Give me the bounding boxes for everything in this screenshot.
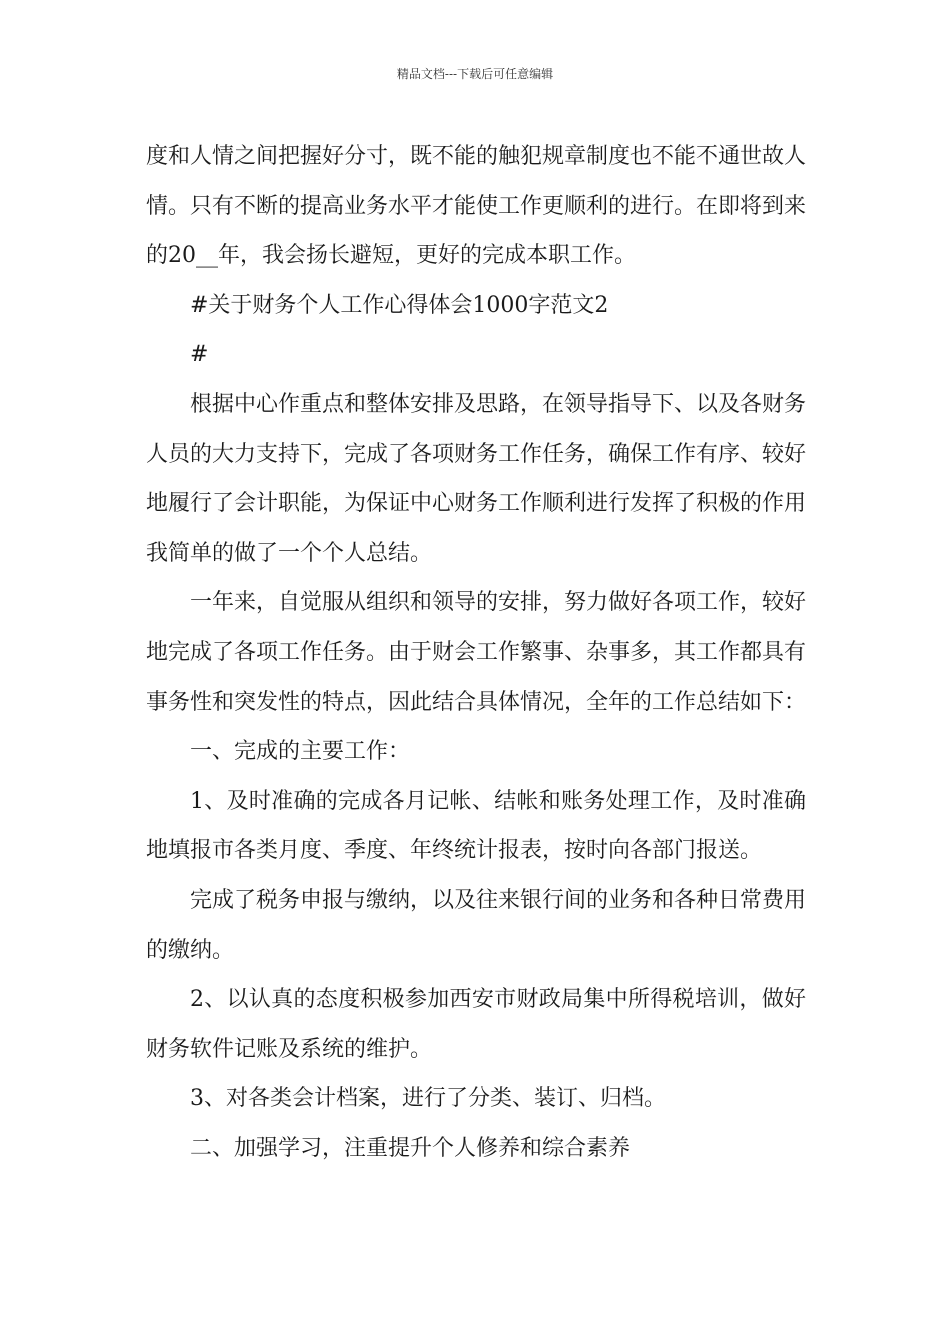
section-heading: #关于财务个人工作心得体会1000字范文2 bbox=[190, 292, 609, 318]
paragraph-summary: 一年来，自觉服从组织和领导的安排，努力做好各项工作，较好地完成了各项工作任务。由于财会工作繁事、杂事多，其工作都具有事务性和突发性的特点，因此结合具体情况，全年的工作总结如下： bbox=[146, 590, 807, 715]
page-header: 精品文档---下载后可任意编辑 bbox=[396, 67, 554, 81]
document-body bbox=[146, 132, 806, 1173]
list-item-1: 1、及时准确的完成各月记帐、结帐和账务处理工作，及时准确地填报市各类月度、季度、年终统计报表，按时向各部门报送。 bbox=[146, 788, 806, 864]
subheading-study: 二、加强学习，注重提升个人修养和综合素养 bbox=[190, 1135, 631, 1161]
paragraph-intro: 根据中心作重点和整体安排及思路，在领导指导下、以及各财务人员的大力支持下，完成了各项财务工作任务，确保工作有序、较好地履行了会计职能，为保证中心财务工作顺利进行发挥了积极的作用我简单的做了一个个人总结。 bbox=[146, 391, 807, 566]
list-item-3: 3、对各类会计档案，进行了分类、装订、归档。 bbox=[190, 1086, 666, 1112]
list-item-2: 2、以认真的态度积极参加西安市财政局集中所得税培训，做好财务软件记账及系统的维护。 bbox=[146, 987, 806, 1062]
paragraph-tax: 完成了税务申报与缴纳，以及往来银行间的业务和各种日常费用的缴纳。 bbox=[146, 887, 807, 963]
subheading-main-work: 一、完成的主要工作： bbox=[190, 739, 411, 765]
hash-marker: # bbox=[190, 342, 209, 368]
paragraph-continuation: 度和人情之间把握好分寸，既不能的触犯规章制度也不能不通世故人情。只有不断的提高业务水平才能使工作更顺利的进行。在即将到来的20__年，我会扬长避短，更好的完成本职工作。 bbox=[146, 144, 807, 269]
